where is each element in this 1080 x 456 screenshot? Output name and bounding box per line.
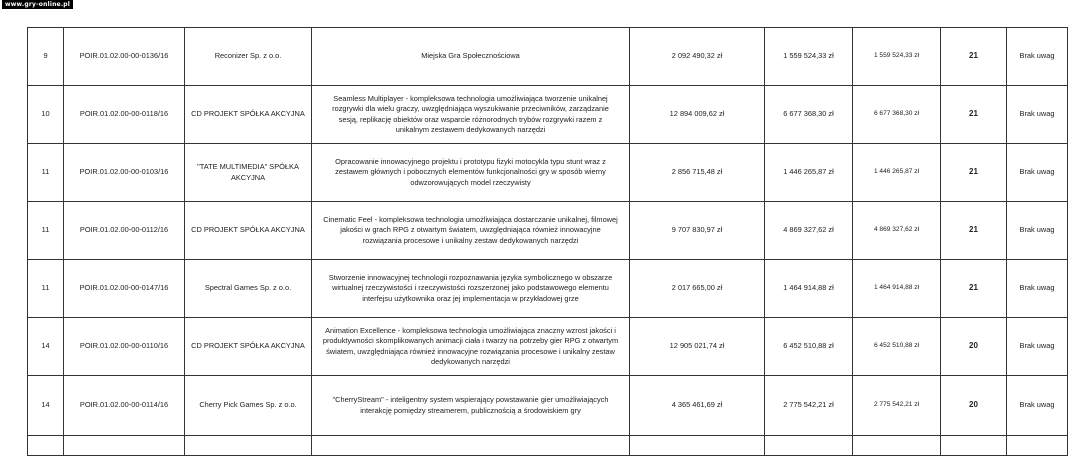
table-row	[28, 86, 1068, 144]
rank-cell: 9	[28, 28, 64, 86]
rank-cell: 11	[28, 260, 64, 318]
rank-cell: 14	[28, 318, 64, 376]
remarks-cell: Brak uwag	[1007, 86, 1068, 144]
score-cell: 21	[941, 86, 1007, 144]
applicant-cell: CD PROJEKT SPÓŁKA AKCYJNA	[185, 202, 312, 260]
table-row	[28, 28, 1068, 86]
rank-cell: 14	[28, 376, 64, 436]
funding-cell: 2 775 542,21 zł	[853, 376, 941, 436]
eligible-cost-cell: 6 452 510,88 zł	[765, 318, 853, 376]
eligible-cost-cell: 1 446 265,87 zł	[765, 144, 853, 202]
funding-cell: 4 869 327,62 zł	[853, 202, 941, 260]
remarks-cell: Brak uwag	[1007, 202, 1068, 260]
total-cost-cell: 2 017 665,00 zł	[630, 260, 765, 318]
total-cost-cell: 2 856 715,48 zł	[630, 144, 765, 202]
project-number-cell: POIR.01.02.00-00-0114/16	[64, 376, 185, 436]
project-title-cell: Miejska Gra Społecznościowa	[312, 28, 630, 86]
table-row	[28, 318, 1068, 376]
total-cost-cell: 2 092 490,32 zł	[630, 28, 765, 86]
project-title-cell: Stworzenie innowacyjnej technologii rozpoznawania języka symbolicznego w obszarze wirtualnej rzeczywistości i rzeczywistości rozszerzonej jako podstawowego elementu interfejsu użytkownika oraz jej implementacja w przykładowej grze	[312, 260, 630, 318]
ranking-table	[27, 27, 1068, 456]
total-cost-cell: 4 365 461,69 zł	[630, 376, 765, 436]
remarks-cell: Brak uwag	[1007, 260, 1068, 318]
project-title-cell: Opracowanie innowacyjnego projektu i prototypu fizyki motocykla typu stunt wraz z zestawem głównych i pobocznych elementów funkcjonalności gry w sposób wierny odwzorowujących model rzeczywisty	[312, 144, 630, 202]
eligible-cost-cell: 6 677 368,30 zł	[765, 86, 853, 144]
project-number-cell: POIR.01.02.00-00-0147/16	[64, 260, 185, 318]
eligible-cost-cell: 2 775 542,21 zł	[765, 376, 853, 436]
project-title-cell: "CherryStream" - inteligentny system wspierający powstawanie gier umożliwiających interakcję pomiędzy streamerem, publicznością a środowiskiem gry	[312, 376, 630, 436]
table-row	[28, 144, 1068, 202]
applicant-cell: Spectral Games Sp. z o.o.	[185, 260, 312, 318]
score-cell: 21	[941, 28, 1007, 86]
total-cost-cell: 12 905 021,74 zł	[630, 318, 765, 376]
project-number-cell: POIR.01.02.00-00-0118/16	[64, 86, 185, 144]
watermark-logo: www.gry-online.pl	[2, 0, 73, 9]
score-cell: 20	[941, 376, 1007, 436]
applicant-cell: Reconizer Sp. z o.o.	[185, 28, 312, 86]
table-row	[28, 202, 1068, 260]
applicant-cell: "TATE MULTIMEDIA" SPÓŁKA AKCYJNA	[185, 144, 312, 202]
funding-cell: 1 464 914,88 zł	[853, 260, 941, 318]
applicant-cell: CD PROJEKT SPÓŁKA AKCYJNA	[185, 318, 312, 376]
score-cell: 20	[941, 318, 1007, 376]
remarks-cell: Brak uwag	[1007, 318, 1068, 376]
score-cell: 21	[941, 260, 1007, 318]
eligible-cost-cell: 1 464 914,88 zł	[765, 260, 853, 318]
remarks-cell: Brak uwag	[1007, 376, 1068, 436]
project-number-cell: POIR.01.02.00-00-0112/16	[64, 202, 185, 260]
funding-cell: 6 677 368,30 zł	[853, 86, 941, 144]
project-number-cell: POIR.01.02.00-00-0103/16	[64, 144, 185, 202]
total-cost-cell: 9 707 830,97 zł	[630, 202, 765, 260]
total-cost-cell: 12 894 009,62 zł	[630, 86, 765, 144]
rank-cell: 11	[28, 202, 64, 260]
project-title-cell: Animation Excellence - kompleksowa technologia umożliwiająca znaczny wzrost jakości i produktywności skomplikowanych animacji ciała i twarzy na potrzeby gier RPG z otwartym światem, uwzględniająca również innowacyjne rozwiązania procesowe i unikalny zestaw dedykowanych narzędzi	[312, 318, 630, 376]
rank-cell: 10	[28, 86, 64, 144]
funding-cell: 1 446 265,87 zł	[853, 144, 941, 202]
applicant-cell: Cherry Pick Games Sp. z o.o.	[185, 376, 312, 436]
table-row	[28, 260, 1068, 318]
project-title-cell: Cinematic Feel - kompleksowa technologia umożliwiająca dostarczanie unikalnej, filmowej jakości w grach RPG z otwartym światem, uwzględniająca również innowacyjne rozwiązania procesowe i unikalny zestaw dedykowanych narzędzi	[312, 202, 630, 260]
applicant-cell: CD PROJEKT SPÓŁKA AKCYJNA	[185, 86, 312, 144]
funding-cell: 6 452 510,88 zł	[853, 318, 941, 376]
remarks-cell: Brak uwag	[1007, 28, 1068, 86]
table-row	[28, 376, 1068, 436]
table-row-partial	[28, 436, 1068, 456]
eligible-cost-cell: 1 559 524,33 zł	[765, 28, 853, 86]
project-number-cell: POIR.01.02.00-00-0136/16	[64, 28, 185, 86]
remarks-cell: Brak uwag	[1007, 144, 1068, 202]
score-cell: 21	[941, 144, 1007, 202]
funding-cell: 1 559 524,33 zł	[853, 28, 941, 86]
project-title-cell: Seamless Multiplayer - kompleksowa technologia umożliwiająca tworzenie unikalnej rozgrywki dla wielu graczy, uwzględniająca wyszukiwanie przeciwników, zarządzanie sesją, replikację obiektów oraz wsparcie różnorodnych trybów rozgrywki razem z unikalnym zestawem dedykowanych narzędzi	[312, 86, 630, 144]
eligible-cost-cell: 4 869 327,62 zł	[765, 202, 853, 260]
project-number-cell: POIR.01.02.00-00-0110/16	[64, 318, 185, 376]
score-cell: 21	[941, 202, 1007, 260]
rank-cell: 11	[28, 144, 64, 202]
